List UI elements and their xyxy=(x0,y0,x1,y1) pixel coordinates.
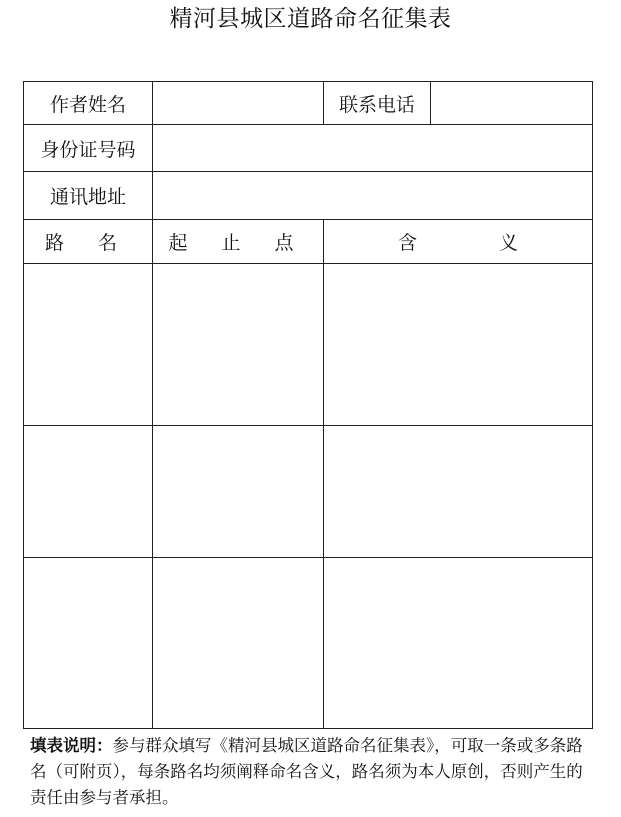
address-label: 通讯地址 xyxy=(24,172,153,220)
id-number-field[interactable] xyxy=(153,125,593,172)
instructions-note xyxy=(30,733,590,811)
road-name-cell[interactable] xyxy=(24,558,153,729)
address-row xyxy=(24,172,593,220)
entry-row xyxy=(24,558,593,729)
road-name-header xyxy=(24,220,153,264)
author-name-label: 作者姓名 xyxy=(24,82,153,125)
start-end-cell[interactable] xyxy=(153,264,324,426)
address-field[interactable] xyxy=(153,172,593,220)
start-end-cell[interactable] xyxy=(153,558,324,729)
author-name-field[interactable] xyxy=(153,82,324,125)
meaning-cell[interactable] xyxy=(324,264,593,426)
meaning-header xyxy=(324,220,593,264)
road-name-cell[interactable] xyxy=(24,264,153,426)
road-name-cell[interactable] xyxy=(24,426,153,558)
entry-row xyxy=(24,426,593,558)
start-end-header-text: 起 止 点 xyxy=(168,232,308,254)
road-name-header-text: 路 名 xyxy=(44,232,132,254)
id-number-row xyxy=(24,125,593,172)
instructions-label: 填表说明： xyxy=(30,736,113,755)
entry-row xyxy=(24,264,593,426)
start-end-header xyxy=(153,220,324,264)
instructions-text: 参与群众填写《精河县城区道路命名征集表》，可取一条或多条路名（可附页），每条路名均须阐释命名含义，路名须为本人原创，否则产生的责任由参与者承担。 xyxy=(30,736,583,807)
meaning-cell[interactable] xyxy=(324,558,593,729)
page-title: 精河县城区道路命名征集表 xyxy=(169,6,452,32)
naming-form-table xyxy=(23,81,593,729)
column-header-row xyxy=(24,220,593,264)
meaning-cell[interactable] xyxy=(324,426,593,558)
start-end-cell[interactable] xyxy=(153,426,324,558)
meaning-header-text: 含 义 xyxy=(397,232,557,254)
phone-field[interactable] xyxy=(431,82,593,125)
id-number-label: 身份证号码 xyxy=(24,125,153,172)
phone-label: 联系电话 xyxy=(324,82,431,125)
author-row xyxy=(24,82,593,125)
